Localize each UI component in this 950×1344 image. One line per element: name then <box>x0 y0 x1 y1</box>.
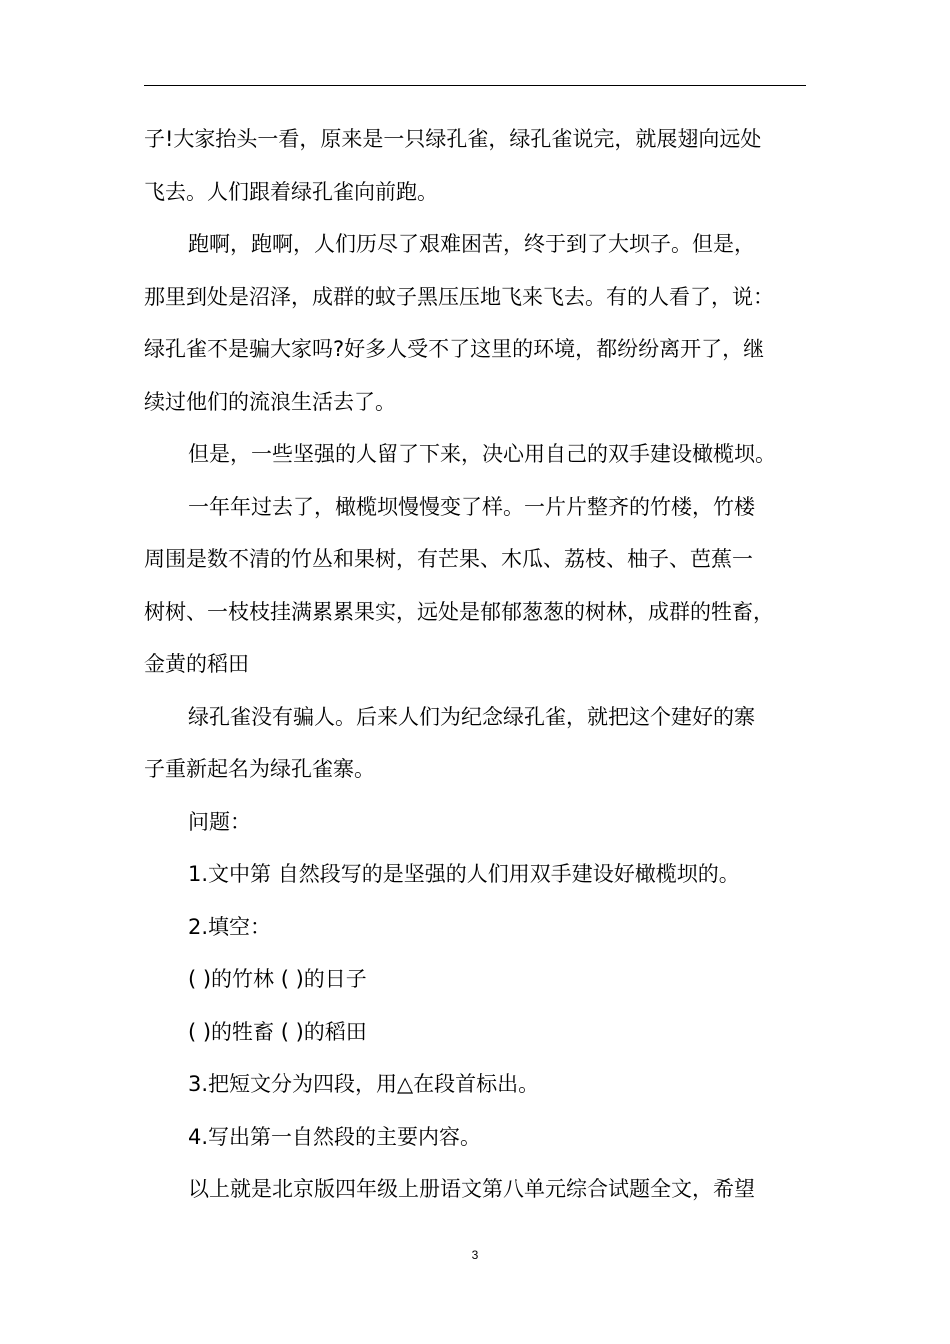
page-number: 3 <box>471 1248 479 1262</box>
text-line: 绿孔雀不是骗大家吗?好多人受不了这里的环境，都纷纷离开了，继 <box>144 337 765 361</box>
text-line: 跑啊，跑啊，人们历尽了艰难困苦，终于到了大坝子。但是， <box>188 232 755 256</box>
text-line: 飞去。人们跟着绿孔雀向前跑。 <box>144 179 438 204</box>
text-line: 1.文中第 自然段写的是坚强的人们用双手建设好橄榄坝的。 <box>188 862 740 886</box>
text-line: 绿孔雀没有骗人。后来人们为纪念绿孔雀，就把这个建好的寨 <box>188 704 755 729</box>
text-line: 子!大家抬头一看，原来是一只绿孔雀，绿孔雀说完，就展翅向远处 <box>144 127 762 151</box>
text-line: 4.写出第一自然段的主要内容。 <box>188 1124 482 1149</box>
text-line: 树树、一枝枝挂满累累果实，远处是郁郁葱葱的树林，成群的牲畜， <box>144 599 774 624</box>
text-line: 但是，一些坚强的人留了下来，决心用自己的双手建设橄榄坝。 <box>188 442 776 466</box>
text-line: 2.填空： <box>188 914 272 939</box>
text-line: ( )的牲畜 ( )的稻田 <box>188 1019 367 1044</box>
header-rule <box>144 85 806 86</box>
text-line: 金黄的稻田 <box>144 652 249 676</box>
document-body <box>144 113 824 1216</box>
text-line: ( )的竹林 ( )的日子 <box>188 967 367 991</box>
text-line: 问题： <box>188 809 251 834</box>
text-line: 一年年过去了，橄榄坝慢慢变了样。一片片整齐的竹楼，竹楼 <box>188 494 755 519</box>
text-line: 子重新起名为绿孔雀寨。 <box>144 757 375 781</box>
text-line: 续过他们的流浪生活去了。 <box>144 389 396 414</box>
text-line: 3.把短文分为四段，用△在段首标出。 <box>188 1072 540 1096</box>
text-line: 那里到处是沼泽，成群的蚊子黑压压地飞来飞去。有的人看了，说： <box>144 284 774 309</box>
text-line: 周围是数不清的竹丛和果树，有芒果、木瓜、荔枝、柚子、芭蕉一 <box>144 547 753 571</box>
text-line: 以上就是北京版四年级上册语文第八单元综合试题全文，希望 <box>188 1177 755 1201</box>
